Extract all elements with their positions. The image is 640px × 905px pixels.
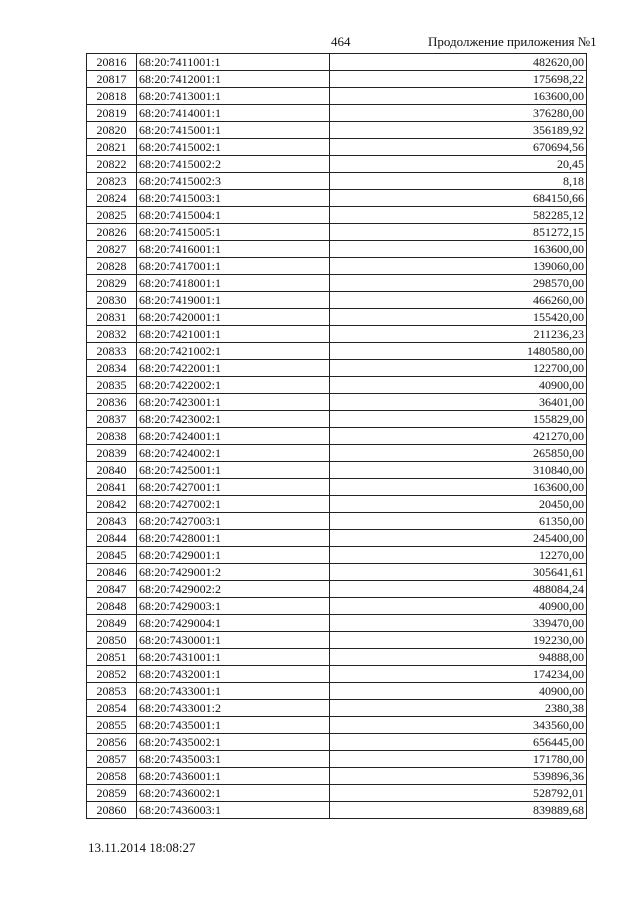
table-row: [87, 683, 587, 700]
cadastral-value: 488084,24: [330, 581, 587, 598]
cadastral-value: 139060,00: [330, 258, 587, 275]
row-number: 20820: [87, 122, 137, 139]
table-row: [87, 479, 587, 496]
row-number: 20844: [87, 530, 137, 547]
row-number: 20853: [87, 683, 137, 700]
row-number: 20849: [87, 615, 137, 632]
table-row: [87, 564, 587, 581]
row-number: 20848: [87, 598, 137, 615]
table-row: [87, 156, 587, 173]
row-number: 20845: [87, 547, 137, 564]
row-number: 20830: [87, 292, 137, 309]
cadastral-value: 670694,56: [330, 139, 587, 156]
row-number: 20827: [87, 241, 137, 258]
cadastral-value: 343560,00: [330, 717, 587, 734]
table-row: [87, 734, 587, 751]
row-number: 20852: [87, 666, 137, 683]
cadastral-value: 305641,61: [330, 564, 587, 581]
row-number: 20819: [87, 105, 137, 122]
cadastral-number: 68:20:7429003:1: [137, 598, 330, 615]
table-row: [87, 292, 587, 309]
table-row: [87, 275, 587, 292]
cadastral-number: 68:20:7429001:2: [137, 564, 330, 581]
row-number: 20823: [87, 173, 137, 190]
table-row: [87, 173, 587, 190]
row-number: 20836: [87, 394, 137, 411]
cadastral-number: 68:20:7415004:1: [137, 207, 330, 224]
header-note: Продолжение приложения №1: [428, 34, 597, 49]
row-number: 20817: [87, 71, 137, 88]
cadastral-value: 310840,00: [330, 462, 587, 479]
cadastral-value: 376280,00: [330, 105, 587, 122]
cadastral-value: 245400,00: [330, 530, 587, 547]
cadastral-number: 68:20:7436002:1: [137, 785, 330, 802]
cadastral-number: 68:20:7429001:1: [137, 547, 330, 564]
row-number: 20850: [87, 632, 137, 649]
table-row: [87, 343, 587, 360]
table-row: [87, 547, 587, 564]
cadastral-value: 20450,00: [330, 496, 587, 513]
cadastral-number: 68:20:7430001:1: [137, 632, 330, 649]
cadastral-value: 40900,00: [330, 598, 587, 615]
cadastral-number: 68:20:7433001:1: [137, 683, 330, 700]
row-number: 20828: [87, 258, 137, 275]
row-number: 20821: [87, 139, 137, 156]
table-row: [87, 309, 587, 326]
table-row: [87, 445, 587, 462]
registry-table-body: [87, 54, 587, 819]
cadastral-number: 68:20:7436001:1: [137, 768, 330, 785]
table-row: [87, 530, 587, 547]
table-row: [87, 598, 587, 615]
table-row: [87, 122, 587, 139]
cadastral-number: 68:20:7435002:1: [137, 734, 330, 751]
cadastral-number: 68:20:7428001:1: [137, 530, 330, 547]
cadastral-value: 40900,00: [330, 377, 587, 394]
cadastral-value: 1480580,00: [330, 343, 587, 360]
table-row: [87, 581, 587, 598]
cadastral-number: 68:20:7429004:1: [137, 615, 330, 632]
cadastral-number: 68:20:7432001:1: [137, 666, 330, 683]
table-row: [87, 88, 587, 105]
table-row: [87, 649, 587, 666]
cadastral-value: 265850,00: [330, 445, 587, 462]
row-number: 20816: [87, 54, 137, 71]
table-row: [87, 105, 587, 122]
cadastral-number: 68:20:7435001:1: [137, 717, 330, 734]
cadastral-number: 68:20:7416001:1: [137, 241, 330, 258]
cadastral-value: 528792,01: [330, 785, 587, 802]
cadastral-number: 68:20:7423002:1: [137, 411, 330, 428]
table-row: [87, 54, 587, 71]
row-number: 20846: [87, 564, 137, 581]
cadastral-number: 68:20:7415005:1: [137, 224, 330, 241]
row-number: 20859: [87, 785, 137, 802]
cadastral-value: 298570,00: [330, 275, 587, 292]
cadastral-value: 421270,00: [330, 428, 587, 445]
row-number: 20843: [87, 513, 137, 530]
cadastral-value: 339470,00: [330, 615, 587, 632]
row-number: 20856: [87, 734, 137, 751]
row-number: 20837: [87, 411, 137, 428]
cadastral-value: 851272,15: [330, 224, 587, 241]
cadastral-value: 356189,92: [330, 122, 587, 139]
cadastral-value: 539896,36: [330, 768, 587, 785]
table-row: [87, 394, 587, 411]
cadastral-value: 192230,00: [330, 632, 587, 649]
table-row: [87, 190, 587, 207]
cadastral-value: 163600,00: [330, 241, 587, 258]
cadastral-number: 68:20:7433001:2: [137, 700, 330, 717]
table-row: [87, 802, 587, 819]
table-row: [87, 615, 587, 632]
cadastral-number: 68:20:7423001:1: [137, 394, 330, 411]
cadastral-value: 155829,00: [330, 411, 587, 428]
cadastral-number: 68:20:7422001:1: [137, 360, 330, 377]
cadastral-number: 68:20:7415002:1: [137, 139, 330, 156]
cadastral-number: 68:20:7436003:1: [137, 802, 330, 819]
cadastral-value: 163600,00: [330, 88, 587, 105]
table-row: [87, 428, 587, 445]
cadastral-value: 175698,22: [330, 71, 587, 88]
cadastral-number: 68:20:7412001:1: [137, 71, 330, 88]
table-row: [87, 513, 587, 530]
row-number: 20834: [87, 360, 137, 377]
cadastral-value: 94888,00: [330, 649, 587, 666]
cadastral-value: 122700,00: [330, 360, 587, 377]
table-row: [87, 207, 587, 224]
table-row: [87, 717, 587, 734]
cadastral-value: 656445,00: [330, 734, 587, 751]
row-number: 20825: [87, 207, 137, 224]
table-row: [87, 785, 587, 802]
cadastral-value: 12270,00: [330, 547, 587, 564]
cadastral-number: 68:20:7413001:1: [137, 88, 330, 105]
cadastral-value: 466260,00: [330, 292, 587, 309]
table-row: [87, 224, 587, 241]
row-number: 20841: [87, 479, 137, 496]
cadastral-number: 68:20:7420001:1: [137, 309, 330, 326]
row-number: 20842: [87, 496, 137, 513]
cadastral-value: 163600,00: [330, 479, 587, 496]
row-number: 20824: [87, 190, 137, 207]
row-number: 20833: [87, 343, 137, 360]
table-row: [87, 700, 587, 717]
row-number: 20860: [87, 802, 137, 819]
row-number: 20831: [87, 309, 137, 326]
table-row: [87, 326, 587, 343]
cadastral-number: 68:20:7427001:1: [137, 479, 330, 496]
cadastral-value: 2380,38: [330, 700, 587, 717]
table-row: [87, 768, 587, 785]
cadastral-value: 20,45: [330, 156, 587, 173]
row-number: 20854: [87, 700, 137, 717]
page-number: 464: [331, 34, 351, 49]
cadastral-number: 68:20:7421002:1: [137, 343, 330, 360]
cadastral-number: 68:20:7427002:1: [137, 496, 330, 513]
cadastral-number: 68:20:7425001:1: [137, 462, 330, 479]
row-number: 20840: [87, 462, 137, 479]
cadastral-number: 68:20:7417001:1: [137, 258, 330, 275]
row-number: 20858: [87, 768, 137, 785]
cadastral-value: 155420,00: [330, 309, 587, 326]
cadastral-number: 68:20:7421001:1: [137, 326, 330, 343]
row-number: 20835: [87, 377, 137, 394]
table-row: [87, 496, 587, 513]
table-row: [87, 751, 587, 768]
row-number: 20829: [87, 275, 137, 292]
table-row: [87, 258, 587, 275]
registry-table: [86, 53, 587, 819]
cadastral-number: 68:20:7415003:1: [137, 190, 330, 207]
cadastral-number: 68:20:7429002:2: [137, 581, 330, 598]
registry-sheet: [86, 53, 586, 819]
cadastral-number: 68:20:7415002:2: [137, 156, 330, 173]
cadastral-value: 211236,23: [330, 326, 587, 343]
row-number: 20839: [87, 445, 137, 462]
cadastral-number: 68:20:7411001:1: [137, 54, 330, 71]
table-row: [87, 666, 587, 683]
row-number: 20832: [87, 326, 137, 343]
cadastral-value: 8,18: [330, 173, 587, 190]
cadastral-value: 582285,12: [330, 207, 587, 224]
cadastral-value: 839889,68: [330, 802, 587, 819]
cadastral-value: 40900,00: [330, 683, 587, 700]
cadastral-number: 68:20:7414001:1: [137, 105, 330, 122]
table-row: [87, 377, 587, 394]
cadastral-number: 68:20:7422002:1: [137, 377, 330, 394]
cadastral-value: 684150,66: [330, 190, 587, 207]
table-row: [87, 411, 587, 428]
cadastral-value: 174234,00: [330, 666, 587, 683]
cadastral-number: 68:20:7418001:1: [137, 275, 330, 292]
cadastral-number: 68:20:7419001:1: [137, 292, 330, 309]
cadastral-value: 36401,00: [330, 394, 587, 411]
cadastral-number: 68:20:7435003:1: [137, 751, 330, 768]
row-number: 20855: [87, 717, 137, 734]
cadastral-number: 68:20:7424002:1: [137, 445, 330, 462]
row-number: 20826: [87, 224, 137, 241]
row-number: 20838: [87, 428, 137, 445]
row-number: 20851: [87, 649, 137, 666]
table-row: [87, 71, 587, 88]
row-number: 20847: [87, 581, 137, 598]
cadastral-value: 61350,00: [330, 513, 587, 530]
cadastral-value: 482620,00: [330, 54, 587, 71]
cadastral-number: 68:20:7415001:1: [137, 122, 330, 139]
cadastral-number: 68:20:7431001:1: [137, 649, 330, 666]
cadastral-value: 171780,00: [330, 751, 587, 768]
row-number: 20857: [87, 751, 137, 768]
cadastral-number: 68:20:7424001:1: [137, 428, 330, 445]
table-row: [87, 462, 587, 479]
row-number: 20822: [87, 156, 137, 173]
cadastral-number: 68:20:7415002:3: [137, 173, 330, 190]
table-row: [87, 360, 587, 377]
table-row: [87, 632, 587, 649]
row-number: 20818: [87, 88, 137, 105]
table-row: [87, 241, 587, 258]
cadastral-number: 68:20:7427003:1: [137, 513, 330, 530]
table-row: [87, 139, 587, 156]
footer-timestamp: 13.11.2014 18:08:27: [88, 840, 196, 855]
